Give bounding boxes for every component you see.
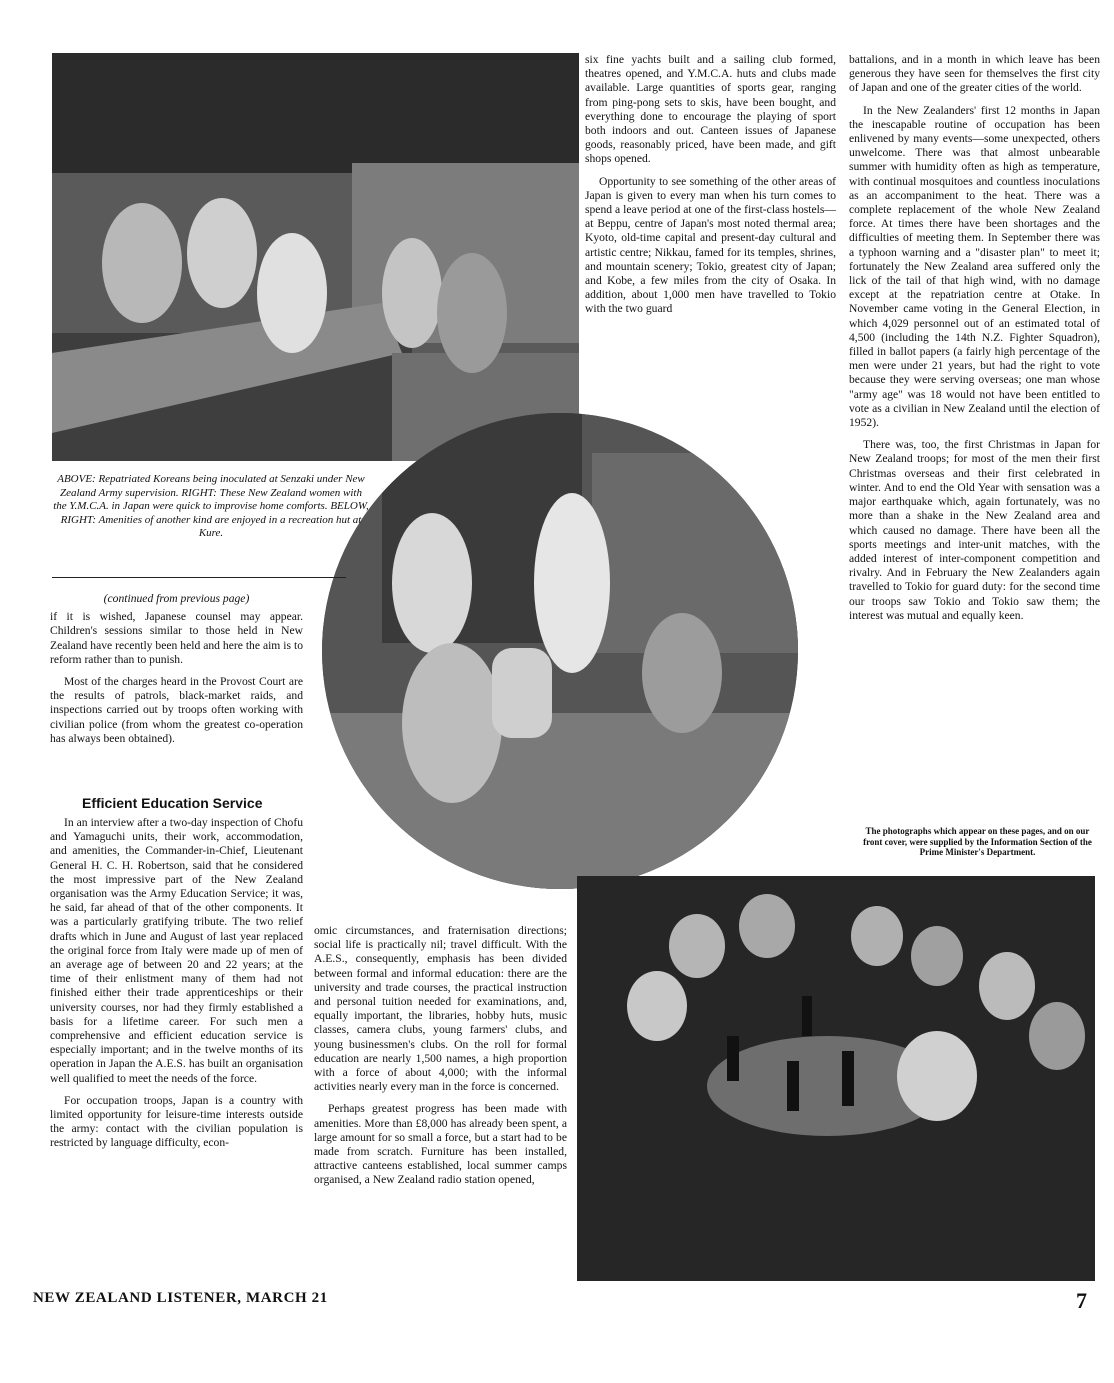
section-heading: Efficient Education Service xyxy=(82,795,263,811)
col4-paragraph-3: There was, too, the first Christmas in Japan for New Zealand troops; for most of the men their first Christmas overseas and their first celebrated in winter. And to end the Old Year with sensation was a major earthquake which, again fortunately, was no more than a shake in the New Zealand area and which caused no damage. There have been all the sports meetings and inter-unit matches, with the added interest of inter-component competition and rivalry. And in February the New Zealanders again travelled to Tokio for guard duty: for the second time our troops saw Tokio and Tokio saw them; the interest was mutual and equally keen. xyxy=(849,438,1100,622)
footer-title: NEW ZEALAND LISTENER, MARCH 21 xyxy=(33,1290,328,1306)
col1-paragraph-2: Most of the charges heard in the Provost Court are the results of patrols, black-market raids, and inspections carried out by troops often working with civilian police (from whom the greatest co-operation has always been obtained). xyxy=(50,675,303,745)
photo-ymca-women xyxy=(322,413,798,889)
photo-recreation-hut xyxy=(577,876,1095,1281)
col3-paragraph-1: six fine yachts built and a sailing club formed, theatres opened, and Y.M.C.A. huts and clubs made available. Large quantities of sports gear, ranging from ping-pong sets to skis, have been bought, and everything done to encourage the playing of sport both indoors and out. Canteen issues of Japanese goods, reasonably priced, have been made, and gift shops opened. xyxy=(585,53,836,166)
col4-paragraph-1: battalions, and in a month in which leave has been generous they have seen for themselves the first city of Japan and one of the greater cities of the world. xyxy=(849,53,1100,95)
col1-paragraph-4: For occupation troops, Japan is a country with limited opportunity for leisure-time interests outside the army: contact with the civilian population is restricted by language difficulty, econ- xyxy=(50,1093,303,1150)
column-1 xyxy=(50,592,303,754)
photo-caption: ABOVE: Repatriated Koreans being inoculated at Senzaki under New Zealand Army supervision. RIGHT: These New Zealand women with the Y.M.C.A. in Japan were quick to improvise home comforts. BELOW, RIGHT: Amenities of another kind are enjoyed in a recreation hut at Kure. xyxy=(53,473,369,539)
col1-paragraph-1: if it is wished, Japanese counsel may appear. Children's sessions similar to those held in New Zealand have recently been held and here the aim is to reform rather than to punish. xyxy=(50,610,303,666)
col2-paragraph-2: Perhaps greatest progress has been made with amenities. More than £8,000 has already been spent, a large amount for so small a force, but a start had to be made from scratch. Furniture has been installed, attractive canteens established, local summer camps organised, a New Zealand radio station opened, xyxy=(314,1102,567,1187)
caption-rule xyxy=(52,577,346,578)
photo-koreans-inoculated xyxy=(52,53,579,461)
col4-paragraph-2: In the New Zealanders' first 12 months in Japan the inescapable routine of occupation has been enlivened by many events—some unexpected, others unwelcome. There was that almost unbearable summer with humidity often as high as temperature, with continual mosquitoes and countless inoculations as an accompaniment to the heat. There was a complete replacement of the whole New Zealand force. At times there have been shortages and the difficulties of meeting them. In September there was a typhoon warning and a "disaster plan" to meet it; fortunately the New Zealand area suffered only the lick of the tail of that high wind, with no damage except at the repatriation centre at Otake. In November came voting in the General Election, in which 4,029 personnel out of an estimated total of 4,500 (including the 14th N.Z. Fighter Squadron), filled in ballot papers (a fairly high percentage of the men were under 21 years, but had the right to vote because they were serving overseas; one man whose "army age" was 18 would not have been entitled to vote as a civilian in New Zealand until the election of 1952). xyxy=(849,103,1100,430)
col1-paragraph-3: In an interview after a two-day inspection of Chofu and Yamaguchi units, their work, accommodation, and amenities, the Commander-in-Chief, Lieutenant General H. C. H. Robertson, said that he considered the most impressive part of the New Zealand organisation was the Army Education Service; it was, he said, far ahead of that of the other components. It was a particularly gratifying tribute. The two relief drafts which in June and August of last year replaced the original force from Italy were made up of men of an average age of between 20 and 22 years; at the time of their enlistment many of them had not finished either their trade apprenticeships or their university courses, nor had they firmly established a basis for a lifetime career. For such men a comprehensive and efficient education service is especially important; and in the twelve months of its operation in Japan the A.E.S. has built an organisation well qualified to meet the needs of the force. xyxy=(50,816,303,1085)
photo-credit: The photographs which appear on these pages, and on our front cover, were supplied by the Information Section of the Prime Minister's Department. xyxy=(863,826,1092,857)
page-number: 7 xyxy=(1076,1288,1088,1313)
column-2 xyxy=(314,924,567,1196)
column-3 xyxy=(585,53,836,325)
continued-note: (continued from previous page) xyxy=(103,592,250,605)
column-1-lower xyxy=(50,816,303,1159)
col3-paragraph-2: Opportunity to see something of the other areas of Japan is given to every man when his turn comes to spend a leave period at one of the first-class hostels—at Beppu, centre of Japan's most noted thermal area; Kyoto, old-time capital and present-day cultural and artistic centre; Nikkau, famed for its temples, shrines, and mountain scenery; Tokio, greatest city of Japan; and Kobe, a few miles from the city of Osaka. In addition, about 1,000 men have travelled to Tokio with the two guard xyxy=(585,174,836,316)
col2-paragraph-1: omic circumstances, and fraternisation directions; social life is practically nil; travel difficult. With the A.E.S., consequently, emphasis has been divided between formal and informal education: there are the university and trade courses, the practical instruction and personal tuition needed for examinations, and, equally important, the libraries, hobby huts, music classes, camera clubs, young farmers' clubs, and young businessmen's clubs. On the roll for formal education are nearly 1,500 names, a high proportion with a force of about 4,000; with the informal activities nearly every man in the force is concerned. xyxy=(314,924,567,1094)
column-4 xyxy=(849,53,1100,631)
